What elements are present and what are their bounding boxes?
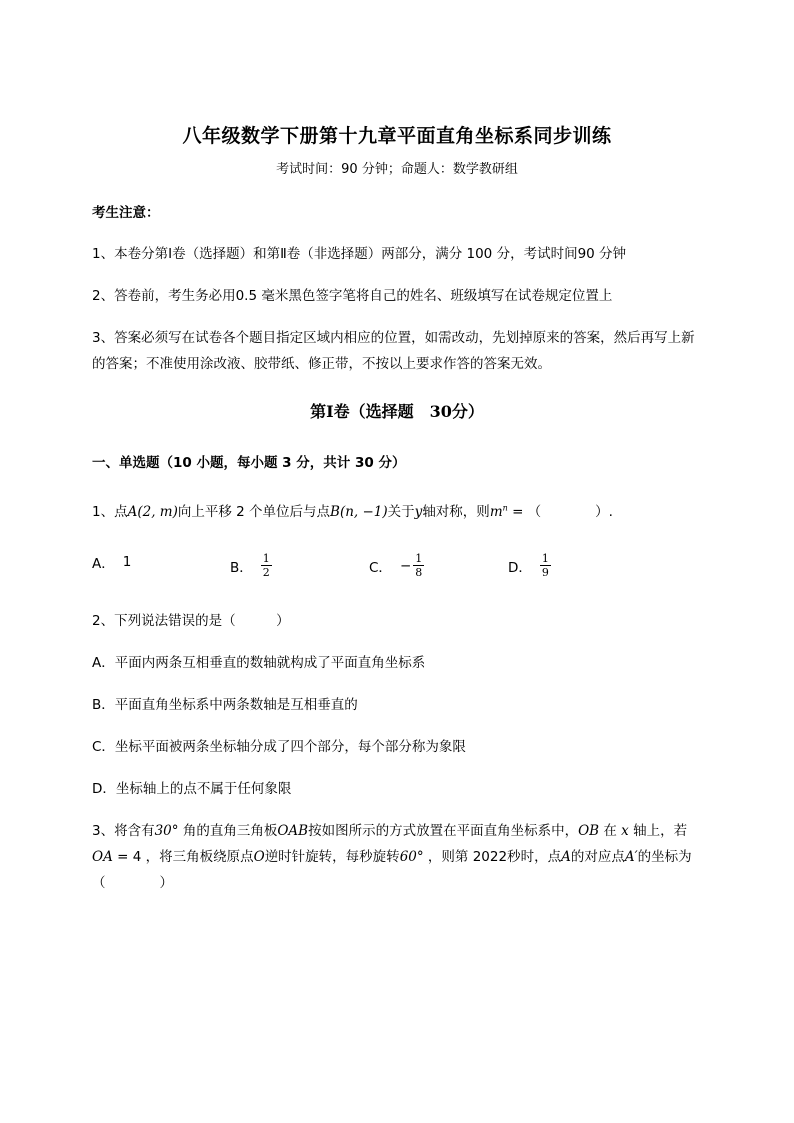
- q1-option-c: [369, 552, 424, 579]
- q1-option-a: [92, 552, 131, 572]
- denominator: 2: [262, 566, 270, 579]
- notice-heading: 考生注意：: [92, 205, 160, 221]
- q3-math: A: [561, 849, 571, 865]
- q3-math: 60°: [399, 849, 424, 865]
- q2-option-a: A．平面内两条互相垂直的数轴就构成了平面直角坐标系: [92, 655, 426, 671]
- notice-item-3: 3、答案必须写在试卷各个题目指定区域内相应的位置，如需改动，先划掉原来的答案，然后再写上新: [92, 330, 695, 346]
- option-label: B．: [230, 559, 253, 576]
- numerator: 1: [541, 552, 549, 565]
- denominator: 8: [415, 566, 423, 579]
- notice-item-3-cont: 的答案；不准使用涂改液、胶带纸、修正带，不按以上要求作答的答案无效。: [92, 356, 551, 372]
- fraction: [413, 552, 424, 579]
- numerator: 1: [415, 552, 423, 565]
- q1-math-b: B: [330, 504, 340, 520]
- question-1-stem: [92, 500, 613, 520]
- q3-text: 角的直角三角板: [178, 823, 278, 839]
- q1-math-a: A: [127, 504, 138, 520]
- part-title: 一、单选题（10 小题，每小题 3 分，共计 30 分）: [92, 455, 406, 471]
- q3-text: 的对应点: [570, 849, 625, 865]
- q3-text: 按如图所示的方式放置在平面直角坐标系中，: [308, 823, 579, 839]
- question-3-answer-blank: （ ）: [92, 875, 173, 891]
- q3-text: = 4 ，将三角板绕原点: [112, 849, 254, 865]
- q3-math: O: [253, 849, 265, 865]
- q2-option-c: C．坐标平面被两条坐标轴分成了四个部分，每个部分称为象限: [92, 739, 466, 755]
- q3-math: x: [621, 823, 629, 839]
- q3-text: 的坐标为: [637, 849, 692, 865]
- q1-answer-blank: = （ ）.: [507, 504, 613, 520]
- fraction: [540, 552, 551, 579]
- q1-option-d: [508, 552, 551, 579]
- q1-math-y: y: [414, 504, 423, 520]
- q2-option-b: B．平面直角坐标系中两条数轴是互相垂直的: [92, 697, 358, 713]
- q1-math-exponent: n: [502, 503, 508, 513]
- q1-text: 轴对称，则: [422, 504, 490, 520]
- option-label: D．: [508, 559, 532, 576]
- q1-text: 向上平移 2 个单位后与点: [177, 504, 331, 520]
- exam-info: 考试时间：90 分钟；命题人：数学教研组: [276, 162, 518, 177]
- q1-text: 1、点: [92, 504, 128, 520]
- q1-math-a-coord: (2, m): [137, 504, 178, 520]
- q3-text: 在: [599, 823, 622, 839]
- numerator: 1: [262, 552, 270, 565]
- question-2-stem: 2、下列说法错误的是（ ）: [92, 613, 290, 629]
- q3-math: OB: [578, 823, 600, 839]
- notice-item-1: 1、本卷分第Ⅰ卷（选择题）和第Ⅱ卷（非选择题）两部分，满分 100 分，考试时间90 分钟: [92, 246, 627, 262]
- denominator: 9: [541, 566, 549, 579]
- q1-math-m: m: [489, 504, 503, 520]
- q1-text: 关于: [387, 504, 415, 520]
- option-label: C．: [369, 559, 392, 576]
- q3-text: ，则第 2022秒时，点: [423, 849, 562, 865]
- document-title: 八年级数学下册第十九章平面直角坐标系同步训练: [182, 125, 612, 147]
- q3-text: 3、将含有: [92, 823, 155, 839]
- q3-math: OA: [92, 849, 113, 865]
- q3-math: 30°: [154, 823, 179, 839]
- q2-option-d: D．坐标轴上的点不属于任何象限: [92, 781, 292, 797]
- q1-option-b: [230, 552, 272, 579]
- option-label: A．: [92, 556, 115, 572]
- q3-math: OAB: [277, 823, 309, 839]
- notice-item-2: 2、答卷前，考生务必用0.5 毫米黑色签字笔将自己的姓名、班级填写在试卷规定位置上: [92, 288, 613, 304]
- q1-math-b-coord: (n, −1): [339, 504, 388, 520]
- option-value: 1: [122, 554, 132, 570]
- q3-text: 逆时针旋转，每秒旋转: [264, 849, 400, 865]
- q3-text: 轴上，若: [628, 823, 688, 839]
- question-3-line-1: [92, 819, 687, 839]
- question-3-line-2: [92, 845, 692, 865]
- minus-sign: −: [399, 557, 412, 574]
- q3-math: A′: [624, 849, 638, 865]
- section-title: 第Ⅰ卷（选择题 30分）: [310, 402, 484, 421]
- fraction: [261, 552, 272, 579]
